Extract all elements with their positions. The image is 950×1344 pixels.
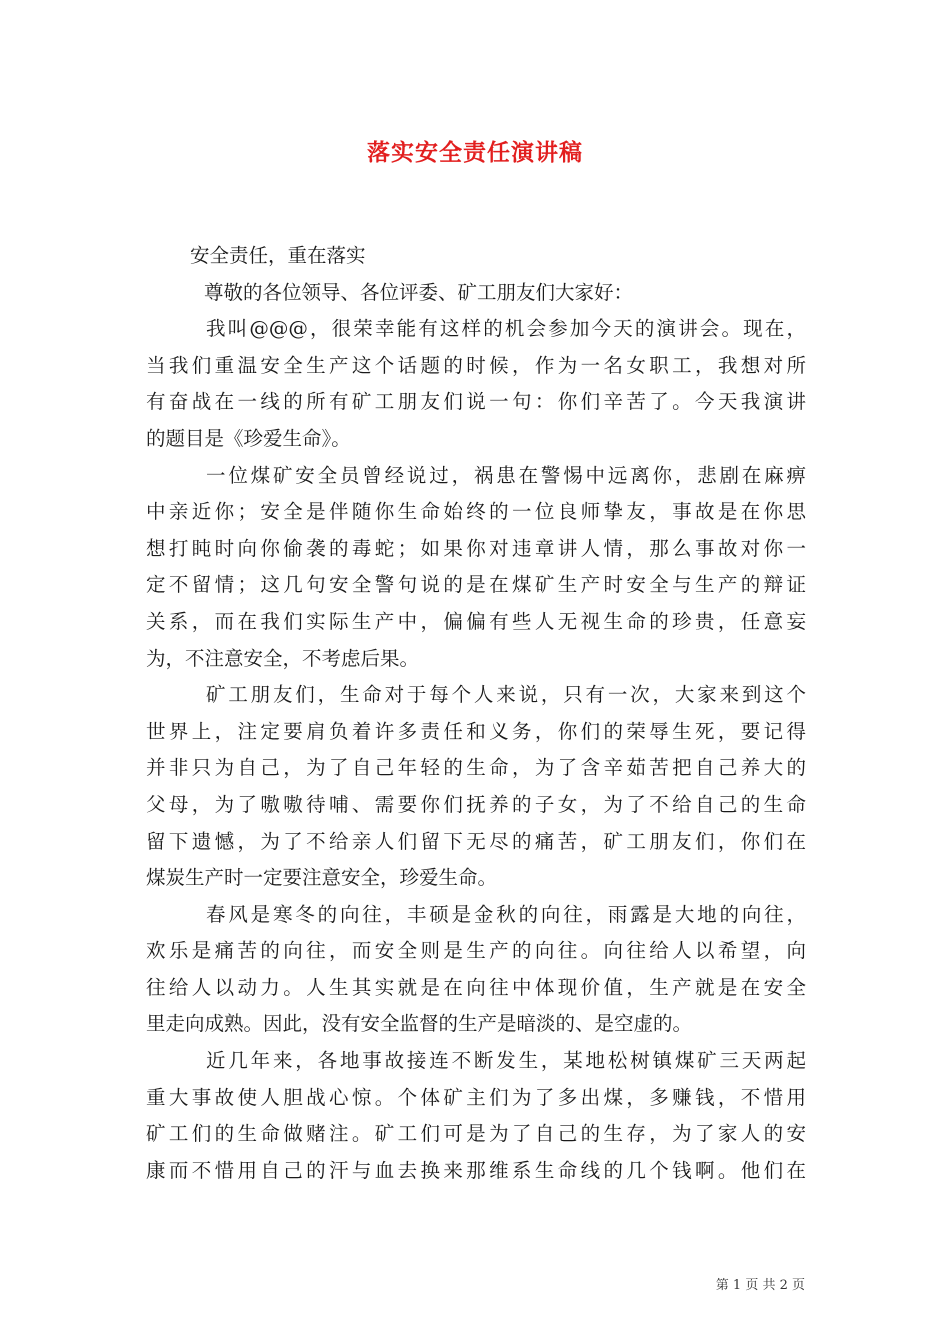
paragraph-line: 一位煤矿安全员曾经说过，祸患在警惕中远离你，悲剧在麻痹 xyxy=(206,463,806,487)
paragraph-line: 矿工们的生命做赌注。矿工们可是为了自己的生存，为了家人的安 xyxy=(146,1122,806,1146)
paragraph-line: 近几年来，各地事故接连不断发生，某地松树镇煤矿三天两起 xyxy=(206,1049,806,1073)
paragraph-line: 关系，而在我们实际生产中，偏偏有些人无视生命的珍贵，任意妄 xyxy=(146,609,806,633)
paragraph-line: 矿工朋友们，生命对于每个人来说，只有一次，大家来到这个 xyxy=(206,683,806,707)
paragraph-line: 世界上，注定要肩负着许多责任和义务，你们的荣辱生死，要记得 xyxy=(146,719,806,743)
paragraph-line: 往给人以动力。人生其实就是在向往中体现价值，生产就是在安全 xyxy=(146,975,806,999)
paragraph-line: 康而不惜用自己的汗与血去换来那维系生命线的几个钱啊。他们在 xyxy=(146,1158,806,1182)
paragraph-line: 我叫@@@，很荣幸能有这样的机会参加今天的演讲会。现在， xyxy=(206,317,806,341)
paragraph-line: 为，不注意安全，不考虑后果。 xyxy=(146,646,420,670)
paragraph-line: 并非只为自己，为了自己年轻的生命，为了含辛茹苦把自己养大的 xyxy=(146,756,806,780)
paragraph-line: 重大事故使人胆战心惊。个体矿主们为了多出煤，多赚钱，不惜用 xyxy=(146,1085,806,1109)
paragraph-line: 春风是寒冬的向往，丰硕是金秋的向往，雨露是大地的向往， xyxy=(206,902,806,926)
paragraph-line: 欢乐是痛苦的向往，而安全则是生产的向往。向往给人以希望，向 xyxy=(146,939,806,963)
paragraph-line: 定不留情；这几句安全警句说的是在煤矿生产时安全与生产的辩证 xyxy=(146,573,806,597)
paragraph-line: 煤炭生产时一定要注意安全，珍爱生命。 xyxy=(146,866,498,890)
paragraph-line: 当我们重温安全生产这个话题的时候，作为一名女职工，我想对所 xyxy=(146,353,806,377)
paragraph-line: 想打盹时向你偷袭的毒蛇；如果你对违章讲人情，那么事故对你一 xyxy=(146,536,806,560)
paragraph-line: 中亲近你；安全是伴随你生命始终的一位良师挚友，事故是在你思 xyxy=(146,500,806,524)
document-body xyxy=(146,238,806,1189)
paragraph-line: 有奋战在一线的所有矿工朋友们说一句：你们辛苦了。今天我演讲 xyxy=(146,390,806,414)
salutation-line: 尊敬的各位领导、各位评委、矿工朋友们大家好： xyxy=(204,280,634,304)
page-number: 第 1 页 共 2 页 xyxy=(715,1278,805,1293)
paragraph-line: 父母，为了嗷嗷待哺、需要你们抚养的子女，为了不给自己的生命 xyxy=(146,792,806,816)
document-title: 落实安全责任演讲稿 xyxy=(367,139,583,166)
paragraph-line: 的题目是《珍爱生命》。 xyxy=(146,426,351,450)
subtitle-line: 安全责任，重在落实 xyxy=(190,244,366,267)
paragraph-line: 留下遗憾，为了不给亲人们留下无尽的痛苦，矿工朋友们，你们在 xyxy=(146,829,806,853)
paragraph-line: 里走向成熟。因此，没有安全监督的生产是暗淡的、是空虚的。 xyxy=(146,1012,693,1036)
